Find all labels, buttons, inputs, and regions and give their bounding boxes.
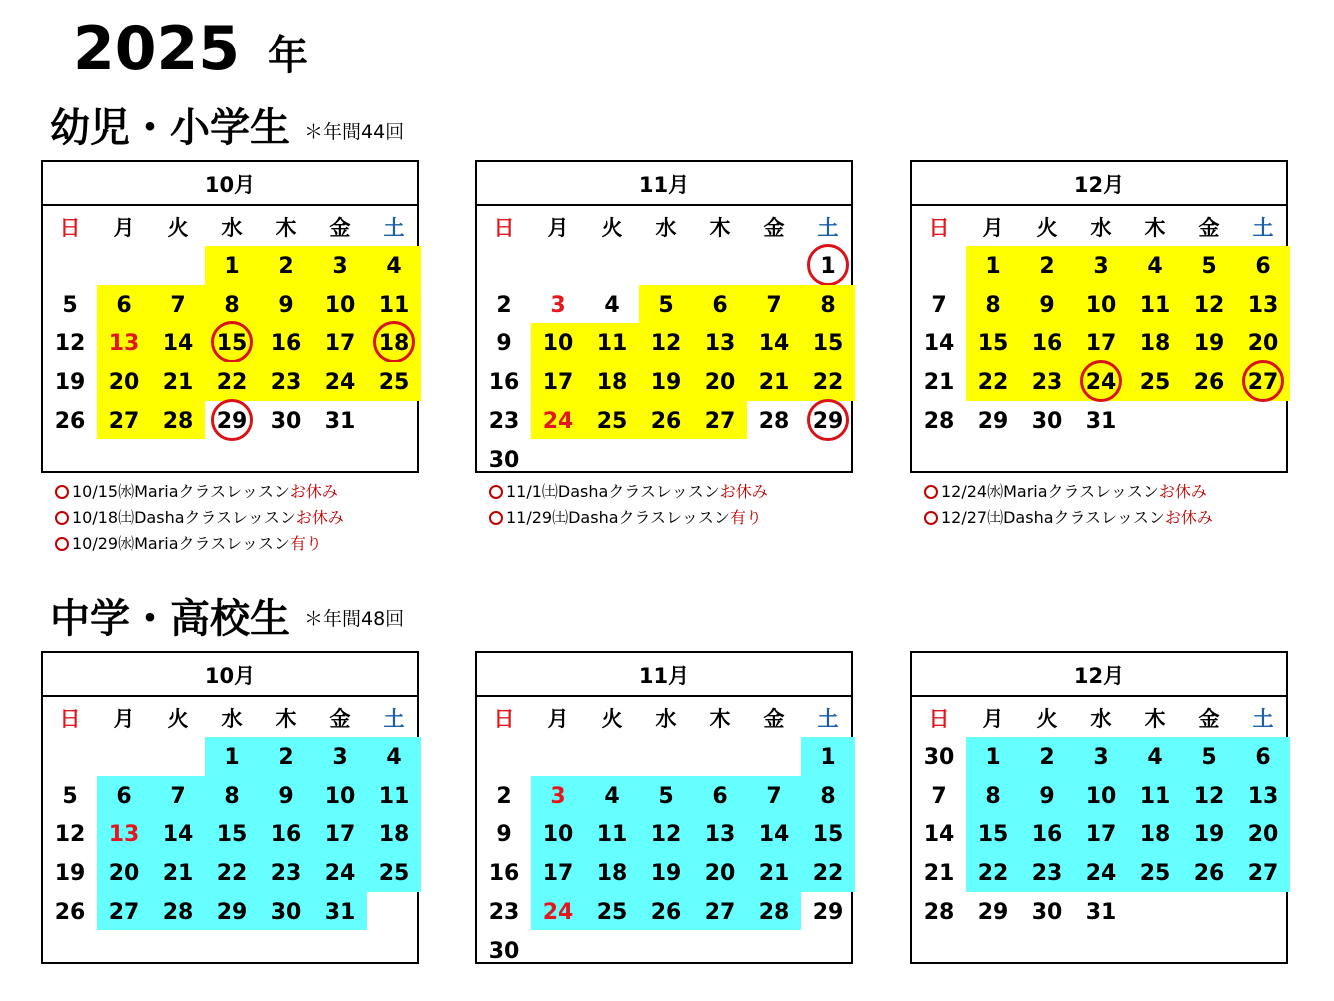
day-cell: 10 (531, 814, 585, 853)
day-cell: 27 (693, 401, 747, 440)
day-cell: 28 (923, 899, 955, 925)
day-cell: 19 (54, 861, 86, 887)
day-cell: 24 (313, 362, 367, 401)
day-cell: 22 (205, 853, 259, 892)
day-cell: 18 (367, 814, 421, 853)
day-cell: 11 (1128, 776, 1182, 815)
day-cell: 17 (1074, 814, 1128, 853)
day-cell: 11 (585, 814, 639, 853)
day-cell: 7 (747, 285, 801, 324)
month-header: 11月 (477, 653, 851, 697)
day-cell: 18 (585, 362, 639, 401)
day-cell: 29 (812, 408, 844, 434)
day-cell: 6 (97, 285, 151, 324)
day-cell: 6 (1236, 246, 1290, 285)
weekday-label: 日 (928, 707, 950, 731)
note-text: 10/15㈬Mariaクラスレッスン (72, 482, 290, 501)
day-cell: 12 (639, 323, 693, 362)
day-cell: 23 (1020, 362, 1074, 401)
day-cell: 31 (324, 408, 356, 434)
calendar-month (910, 651, 1288, 964)
day-cell: 8 (966, 285, 1020, 324)
note-status: お休み (719, 482, 768, 501)
day-cell: 22 (966, 362, 1020, 401)
weekday-label: 月 (982, 216, 1004, 240)
note-text: 11/1㈯Dashaクラスレッスン (506, 482, 720, 501)
day-cell: 19 (639, 362, 693, 401)
day-cell: 27 (1236, 853, 1290, 892)
day-cell: 4 (367, 737, 421, 776)
day-cell: 29 (205, 892, 259, 931)
month-header: 10月 (43, 162, 417, 206)
day-cell: 15 (801, 814, 855, 853)
day-cell: 20 (693, 853, 747, 892)
weekday-label: 日 (493, 707, 515, 731)
note-line (924, 479, 1213, 505)
weekday-label: 金 (1198, 707, 1220, 731)
day-cell: 14 (151, 323, 205, 362)
day-cell: 24 (1074, 853, 1128, 892)
day-cell: 10 (313, 285, 367, 324)
day-cell: 5 (639, 776, 693, 815)
lesson-notes (924, 479, 1213, 531)
weekday-label: 土 (817, 707, 839, 731)
day-cell: 15 (966, 814, 1020, 853)
day-cell: 5 (639, 285, 693, 324)
note-text: 11/29㈯Dashaクラスレッスン (506, 508, 730, 527)
day-cell: 31 (1085, 408, 1117, 434)
day-cell: 1 (820, 254, 836, 279)
weekday-label: 月 (547, 707, 569, 731)
day-cell: 11 (1128, 285, 1182, 324)
day-cell: 25 (367, 362, 421, 401)
day-cell: 3 (313, 737, 367, 776)
note-line (489, 479, 768, 505)
calendar-month (910, 160, 1288, 473)
day-cell: 30 (923, 745, 955, 770)
year-unit: 年 (268, 33, 308, 79)
day-cell: 2 (1020, 737, 1074, 776)
day-cell: 26 (639, 401, 693, 440)
day-cell: 26 (1182, 853, 1236, 892)
day-cell: 2 (259, 246, 313, 285)
circle-mark (1242, 360, 1284, 402)
day-cell: 22 (801, 853, 855, 892)
weekday-label: 火 (1036, 707, 1058, 731)
day-cell: 1 (966, 737, 1020, 776)
day-cell: 7 (151, 285, 205, 324)
year-title (73, 14, 308, 91)
day-cell: 7 (931, 292, 947, 318)
weekday-label: 月 (547, 216, 569, 240)
day-cell: 28 (923, 408, 955, 434)
day-cell: 16 (488, 861, 520, 887)
day-cell: 27 (1236, 362, 1290, 401)
day-cell: 4 (604, 292, 620, 318)
day-cell: 13 (97, 814, 151, 853)
day-cell: 26 (1182, 362, 1236, 401)
day-cell: 27 (97, 892, 151, 931)
weekday-label: 水 (655, 216, 677, 240)
day-cell: 18 (1128, 323, 1182, 362)
weekday-label: 土 (1252, 707, 1274, 731)
day-cell: 6 (693, 776, 747, 815)
day-cell: 20 (1236, 814, 1290, 853)
day-cell: 8 (801, 776, 855, 815)
day-cell: 4 (1128, 737, 1182, 776)
day-cell: 2 (496, 292, 512, 318)
day-cell: 21 (151, 853, 205, 892)
day-cell: 29 (812, 899, 844, 925)
day-cell: 21 (747, 853, 801, 892)
weekday-label: 火 (1036, 216, 1058, 240)
note-status: 有り (289, 534, 322, 553)
day-cell: 20 (693, 362, 747, 401)
day-cell: 30 (270, 408, 302, 434)
weekday-label: 木 (1144, 707, 1166, 731)
day-cell: 23 (259, 853, 313, 892)
weekday-label: 水 (221, 707, 243, 731)
circle-bullet-icon (55, 485, 69, 499)
circle-bullet-icon (55, 537, 69, 551)
day-cell: 12 (639, 814, 693, 853)
day-cell: 28 (747, 892, 801, 931)
calendar-month (475, 160, 853, 473)
day-cell: 31 (313, 892, 367, 931)
day-cell: 29 (216, 408, 248, 434)
day-cell: 9 (259, 285, 313, 324)
weekday-label: 火 (167, 707, 189, 731)
section-note-secondary: ＊年間48回 (304, 608, 405, 630)
day-cell: 25 (585, 401, 639, 440)
note-status: お休み (295, 508, 344, 527)
circle-mark (807, 399, 849, 441)
weekday-label: 木 (1144, 216, 1166, 240)
day-cell: 12 (1182, 776, 1236, 815)
day-cell: 28 (151, 401, 205, 440)
calendar-month (475, 651, 853, 964)
day-cell: 18 (585, 853, 639, 892)
day-cell: 8 (801, 285, 855, 324)
weekday-label: 土 (383, 707, 405, 731)
day-cell: 18 (367, 323, 421, 362)
month-header: 12月 (912, 162, 1286, 206)
day-cell: 14 (747, 323, 801, 362)
day-cell: 30 (1031, 408, 1063, 434)
day-cell: 6 (1236, 737, 1290, 776)
day-cell: 10 (531, 323, 585, 362)
day-cell: 29 (977, 899, 1009, 925)
note-text: 12/24㈬Mariaクラスレッスン (941, 482, 1159, 501)
calendar-month (41, 160, 419, 473)
weekday-label: 木 (275, 216, 297, 240)
day-cell: 9 (259, 776, 313, 815)
weekday-label: 木 (275, 707, 297, 731)
day-cell: 24 (531, 401, 585, 440)
weekday-label: 火 (167, 216, 189, 240)
note-status: お休み (289, 482, 338, 501)
day-cell: 11 (367, 776, 421, 815)
day-cell: 9 (1020, 776, 1074, 815)
day-cell: 3 (550, 292, 566, 318)
lesson-notes (55, 479, 344, 557)
day-cell: 19 (54, 370, 86, 396)
day-cell: 30 (488, 938, 520, 964)
day-cell: 18 (1128, 814, 1182, 853)
weekday-label: 金 (763, 707, 785, 731)
section-title-secondary: 中学・高校生 (50, 596, 290, 642)
day-cell: 3 (531, 776, 585, 815)
day-cell: 23 (1020, 853, 1074, 892)
day-cell: 14 (747, 814, 801, 853)
weekday-label: 土 (1252, 216, 1274, 240)
weekday-label: 土 (817, 216, 839, 240)
weekday-label: 日 (59, 707, 81, 731)
day-cell: 9 (496, 331, 512, 357)
day-cell: 27 (97, 401, 151, 440)
day-cell: 20 (97, 362, 151, 401)
circle-bullet-icon (489, 485, 503, 499)
day-cell: 12 (1182, 285, 1236, 324)
day-cell: 21 (923, 861, 955, 887)
circle-bullet-icon (924, 485, 938, 499)
day-cell: 10 (1074, 285, 1128, 324)
day-cell: 25 (1128, 362, 1182, 401)
lesson-notes (489, 479, 768, 531)
day-cell: 4 (367, 246, 421, 285)
weekday-label: 金 (763, 216, 785, 240)
weekday-label: 木 (709, 216, 731, 240)
day-cell: 3 (1074, 246, 1128, 285)
section-title-elementary: 幼児・小学生 (50, 105, 290, 151)
day-cell: 15 (966, 323, 1020, 362)
day-cell: 1 (801, 737, 855, 776)
month-header: 10月 (43, 653, 417, 697)
note-status: お休み (1158, 482, 1207, 501)
section-note-elementary: ＊年間44回 (304, 121, 405, 143)
day-cell: 15 (205, 323, 259, 362)
day-cell: 8 (966, 776, 1020, 815)
day-cell: 30 (488, 447, 520, 473)
day-cell: 1 (205, 246, 259, 285)
day-cell: 25 (367, 853, 421, 892)
weekday-label: 土 (383, 216, 405, 240)
day-cell: 17 (531, 362, 585, 401)
day-cell: 16 (259, 814, 313, 853)
day-cell: 19 (1182, 814, 1236, 853)
day-cell: 14 (151, 814, 205, 853)
day-cell: 9 (1020, 285, 1074, 324)
day-cell: 26 (54, 408, 86, 434)
day-cell: 7 (151, 776, 205, 815)
weekday-label: 水 (1090, 707, 1112, 731)
note-text: 10/29㈬Mariaクラスレッスン (72, 534, 290, 553)
day-cell: 23 (259, 362, 313, 401)
weekday-label: 木 (709, 707, 731, 731)
day-cell: 11 (367, 285, 421, 324)
day-cell: 10 (313, 776, 367, 815)
day-cell: 21 (747, 362, 801, 401)
day-cell: 14 (923, 331, 955, 357)
weekday-label: 火 (601, 216, 623, 240)
calendar-month (41, 651, 419, 964)
day-cell: 13 (693, 814, 747, 853)
weekday-label: 日 (59, 216, 81, 240)
day-cell: 25 (585, 892, 639, 931)
day-cell: 8 (205, 285, 259, 324)
day-cell: 16 (259, 323, 313, 362)
day-cell: 2 (259, 737, 313, 776)
day-cell: 7 (931, 783, 947, 809)
day-cell: 5 (1182, 246, 1236, 285)
day-cell: 12 (54, 331, 86, 357)
day-cell: 24 (531, 892, 585, 931)
day-cell: 2 (496, 783, 512, 809)
note-line (489, 505, 768, 531)
weekday-label: 月 (982, 707, 1004, 731)
note-line (55, 505, 344, 531)
day-cell: 11 (585, 323, 639, 362)
note-text: 12/27㈯Dashaクラスレッスン (941, 508, 1165, 527)
day-cell: 13 (1236, 776, 1290, 815)
day-cell: 12 (54, 822, 86, 848)
day-cell: 25 (1128, 853, 1182, 892)
day-cell: 1 (205, 737, 259, 776)
weekday-label: 金 (1198, 216, 1220, 240)
day-cell: 27 (693, 892, 747, 931)
year-number: 2025 (73, 14, 240, 84)
day-cell: 13 (97, 323, 151, 362)
day-cell: 8 (205, 776, 259, 815)
day-cell: 17 (1074, 323, 1128, 362)
circle-mark (211, 399, 253, 441)
circle-bullet-icon (924, 511, 938, 525)
day-cell: 1 (966, 246, 1020, 285)
day-cell: 22 (966, 853, 1020, 892)
day-cell: 16 (1020, 323, 1074, 362)
day-cell: 15 (801, 323, 855, 362)
day-cell: 17 (531, 853, 585, 892)
day-cell: 28 (151, 892, 205, 931)
day-cell: 30 (1031, 899, 1063, 925)
day-cell: 26 (54, 899, 86, 925)
note-text: 10/18㈯Dashaクラスレッスン (72, 508, 296, 527)
weekday-label: 水 (1090, 216, 1112, 240)
weekday-label: 金 (329, 216, 351, 240)
day-cell: 22 (801, 362, 855, 401)
day-cell: 17 (313, 323, 367, 362)
day-cell: 2 (1020, 246, 1074, 285)
circle-bullet-icon (55, 511, 69, 525)
weekday-label: 水 (221, 216, 243, 240)
day-cell: 28 (758, 408, 790, 434)
day-cell: 5 (1182, 737, 1236, 776)
day-cell: 23 (488, 899, 520, 925)
day-cell: 9 (496, 822, 512, 848)
day-cell: 22 (205, 362, 259, 401)
day-cell: 20 (97, 853, 151, 892)
day-cell: 6 (97, 776, 151, 815)
day-cell: 4 (1128, 246, 1182, 285)
circle-bullet-icon (489, 511, 503, 525)
day-cell: 15 (205, 814, 259, 853)
day-cell: 5 (62, 292, 78, 318)
day-cell: 24 (313, 853, 367, 892)
note-line (924, 505, 1213, 531)
weekday-label: 水 (655, 707, 677, 731)
day-cell: 16 (1020, 814, 1074, 853)
month-header: 12月 (912, 653, 1286, 697)
day-cell: 3 (1074, 737, 1128, 776)
day-cell: 19 (639, 853, 693, 892)
day-cell: 4 (585, 776, 639, 815)
day-cell: 16 (488, 370, 520, 396)
day-cell: 19 (1182, 323, 1236, 362)
weekday-label: 日 (493, 216, 515, 240)
day-cell: 26 (639, 892, 693, 931)
day-cell: 21 (151, 362, 205, 401)
day-cell: 30 (259, 892, 313, 931)
day-cell: 7 (747, 776, 801, 815)
weekday-label: 日 (928, 216, 950, 240)
day-cell: 13 (1236, 285, 1290, 324)
circle-mark (807, 244, 849, 286)
day-cell: 10 (1074, 776, 1128, 815)
day-cell: 21 (923, 370, 955, 396)
day-cell: 17 (313, 814, 367, 853)
day-cell: 13 (693, 323, 747, 362)
day-cell: 3 (313, 246, 367, 285)
day-cell: 29 (977, 408, 1009, 434)
day-cell: 5 (62, 783, 78, 809)
note-status: 有り (729, 508, 762, 527)
day-cell: 24 (1074, 362, 1128, 401)
weekday-label: 月 (113, 707, 135, 731)
day-cell: 6 (693, 285, 747, 324)
day-cell: 14 (923, 822, 955, 848)
day-cell: 20 (1236, 323, 1290, 362)
note-line (55, 531, 344, 557)
note-line (55, 479, 344, 505)
month-header: 11月 (477, 162, 851, 206)
weekday-label: 金 (329, 707, 351, 731)
weekday-label: 火 (601, 707, 623, 731)
circle-mark (1080, 360, 1122, 402)
day-cell: 23 (488, 408, 520, 434)
day-cell: 31 (1085, 899, 1117, 925)
note-status: お休み (1164, 508, 1213, 527)
weekday-label: 月 (113, 216, 135, 240)
